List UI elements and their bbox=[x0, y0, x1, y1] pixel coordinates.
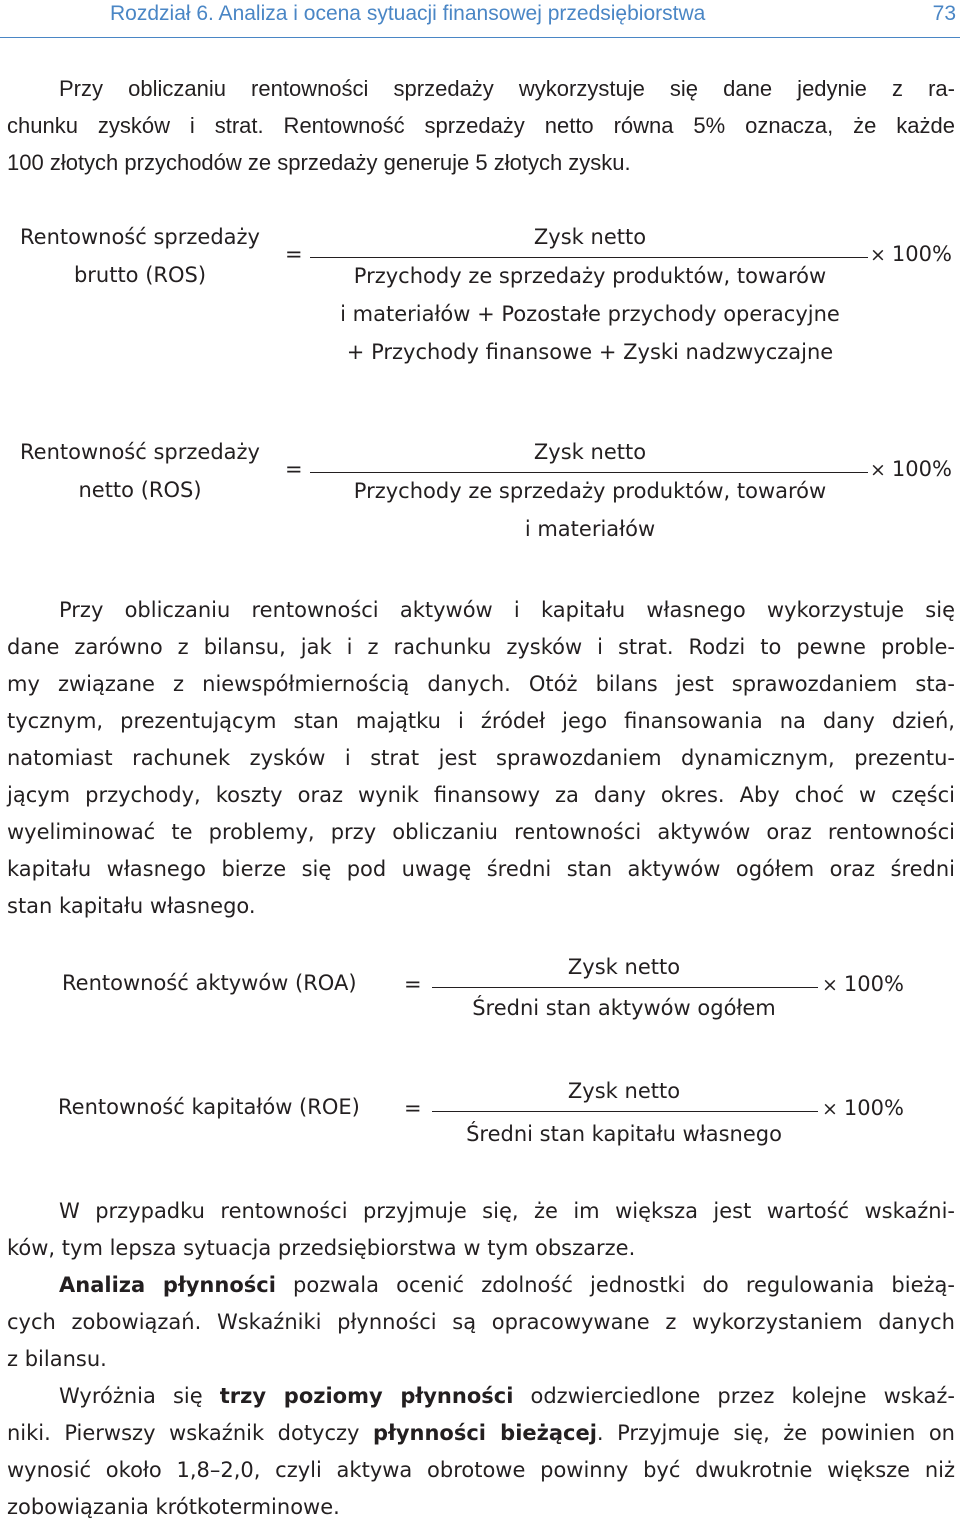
multiplier bbox=[870, 242, 952, 266]
multiplier bbox=[822, 972, 904, 996]
multiplier-value: 100% bbox=[891, 242, 952, 266]
times-sign: × bbox=[870, 459, 886, 481]
denominator-line: Przychody ze sprzedaży produktów, towarów bbox=[353, 479, 827, 503]
bold-term: trzy poziomy płynności bbox=[219, 1384, 514, 1408]
formula-label: Rentowność kapitałów (ROE) bbox=[58, 1095, 360, 1119]
intro-paragraph bbox=[7, 70, 955, 181]
equals-sign: = bbox=[285, 457, 303, 481]
text-line: cych zobowiązań. Wskaźniki płynności są opracowywane z wykorzystaniem danych bbox=[7, 1310, 955, 1334]
formula-label-line: netto (ROS) bbox=[78, 478, 202, 502]
text-line: 100 złotych przychodów ze sprzedaży generuje 5 złotych zysku. bbox=[7, 150, 631, 175]
chapter-title: Rozdział 6. Analiza i ocena sytuacji finansowej przedsiębiorstwa bbox=[110, 2, 706, 25]
text-line bbox=[7, 1378, 955, 1415]
bold-term: płynności bieżącej bbox=[373, 1421, 597, 1445]
formula-denominator: Średni stan kapitału własnego bbox=[466, 1122, 782, 1146]
text-line: Przy obliczaniu rentowności aktywów i kapitału własnego wykorzystuje się bbox=[59, 598, 955, 622]
formula-numerator: Zysk netto bbox=[533, 440, 647, 464]
text-fragment: pozwala ocenić zdolność jednostki do regulowania bieżą- bbox=[275, 1273, 955, 1297]
formula-label bbox=[0, 218, 280, 294]
text-line: Przy obliczaniu rentowności sprzedaży wykorzystuje się dane jedynie z ra- bbox=[59, 76, 955, 101]
formula-label: Rentowność aktywów (ROA) bbox=[62, 971, 357, 995]
multiplier-value: 100% bbox=[843, 972, 904, 996]
fraction-bar bbox=[432, 1111, 818, 1112]
text-line bbox=[7, 1415, 955, 1452]
text-line: kapitału własnego bierze się pod uwagę średni stan aktywów ogółem oraz średni bbox=[7, 857, 955, 881]
formula-label-line: Rentowność sprzedaży bbox=[20, 225, 260, 249]
times-sign: × bbox=[822, 974, 838, 996]
text-line: dane zarówno z bilansu, jak i z rachunku zysków i strat. Rodzi to pewne proble- bbox=[7, 635, 955, 659]
formula-label bbox=[0, 433, 280, 509]
text-fragment: Wyróżnia się bbox=[59, 1384, 220, 1408]
times-sign: × bbox=[870, 244, 886, 266]
denominator-line: Przychody ze sprzedaży produktów, towarów bbox=[353, 264, 827, 288]
text-line: z bilansu. bbox=[7, 1347, 107, 1371]
text-line: wynosić około 1,8–2,0, czyli aktywa obrotowe powinny być dwukrotnie większe niż bbox=[7, 1458, 955, 1482]
denominator-line: + Przychody finansowe + Zyski nadzwyczajne bbox=[346, 340, 834, 364]
text-line bbox=[7, 1267, 955, 1304]
text-line: natomiast rachunek zysków i strat jest sprawozdaniem dynamicznym, prezentu- bbox=[7, 746, 955, 770]
multiplier-value: 100% bbox=[891, 457, 952, 481]
multiplier bbox=[822, 1096, 904, 1120]
text-fragment: niki. Pierwszy wskaźnik dotyczy bbox=[7, 1421, 374, 1445]
text-line: chunku zysków i strat. Rentowność sprzedaży netto równa 5% oznacza, że każde bbox=[7, 113, 955, 138]
page-number: 73 bbox=[932, 2, 956, 25]
equals-sign: = bbox=[285, 242, 303, 266]
multiplier-value: 100% bbox=[843, 1096, 904, 1120]
equals-sign: = bbox=[404, 1096, 422, 1120]
text-line: wyeliminować te problemy, przy obliczaniu rentowności aktywów oraz rentowności bbox=[7, 820, 955, 844]
multiplier bbox=[870, 457, 952, 481]
formula-numerator: Zysk netto bbox=[533, 225, 647, 249]
text-fragment: odzwierciedlone przez kolejne wskaź- bbox=[513, 1384, 956, 1408]
middle-paragraph bbox=[7, 592, 955, 925]
denominator-line: i materiałów bbox=[524, 517, 656, 541]
text-line: zobowiązania krótkoterminowe. bbox=[7, 1495, 340, 1519]
times-sign: × bbox=[822, 1098, 838, 1120]
equals-sign: = bbox=[404, 972, 422, 996]
formula-numerator: Zysk netto bbox=[567, 955, 681, 979]
formula-label-line: Rentowność sprzedaży bbox=[20, 440, 260, 464]
header-rule bbox=[0, 37, 960, 38]
formula-denominator bbox=[310, 472, 870, 548]
text-line: tycznym, prezentującym stan majątku i źródeł jego finansowania na dany dzień, bbox=[7, 709, 955, 733]
fraction-bar bbox=[432, 987, 818, 988]
formula-denominator: Średni stan aktywów ogółem bbox=[472, 996, 776, 1020]
text-line: stan kapitału własnego. bbox=[7, 894, 256, 918]
closing-paragraphs bbox=[7, 1193, 955, 1526]
bold-term: Analiza płynności bbox=[59, 1273, 276, 1297]
formula-label-line: brutto (ROS) bbox=[73, 263, 207, 287]
text-line: W przypadku rentowności przyjmuje się, że im większa jest wartość wskaźni- bbox=[59, 1199, 955, 1223]
text-line: ków, tym lepsza sytuacja przedsiębiorstwa w tym obszarze. bbox=[7, 1236, 636, 1260]
running-header bbox=[0, 0, 960, 36]
denominator-line: i materiałów + Pozostałe przychody operacyjne bbox=[340, 302, 840, 326]
text-line: jącym przychody, koszty oraz wynik finansowy za dany okres. Aby choć w części bbox=[7, 783, 955, 807]
formula-numerator: Zysk netto bbox=[567, 1079, 681, 1103]
text-line: my związane z niewspółmiernością danych. Otóż bilans jest sprawozdaniem sta- bbox=[7, 672, 955, 696]
text-fragment: . Przyjmuje się, że powinien on bbox=[596, 1421, 955, 1445]
formula-denominator bbox=[310, 257, 870, 371]
